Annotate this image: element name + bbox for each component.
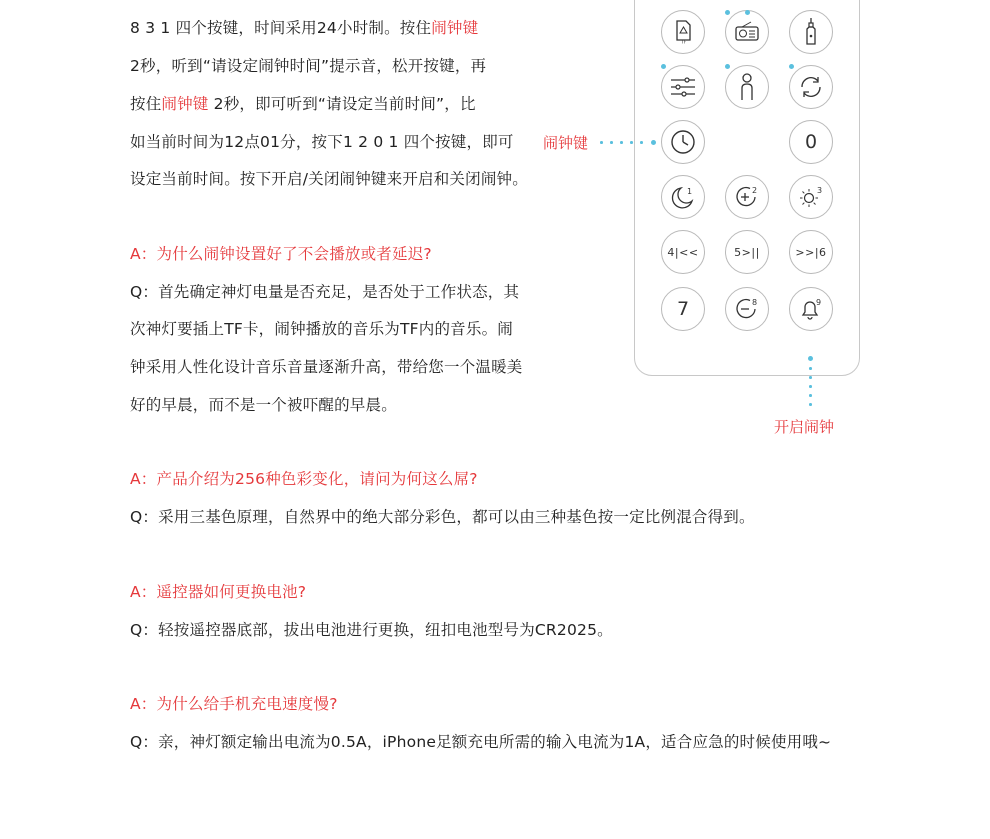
callout-alarm-key: 闹钟键 [543, 134, 589, 152]
flashlight-button [789, 10, 833, 54]
minus-circle-icon [733, 295, 761, 323]
next-track-button: >>|6 [789, 230, 833, 274]
person-button [725, 65, 769, 109]
indicator-dot [725, 64, 730, 69]
bell-icon [797, 295, 825, 323]
setup-line-4: 如当前时间为12点01分，按下1 2 0 1 四个按键，即可 [130, 133, 514, 151]
radio-icon [734, 21, 760, 43]
svg-text:8: 8 [752, 298, 758, 307]
setup-line-2: 2秒，听到“请设定闹钟时间”提示音，松开按键，再 [130, 57, 487, 75]
alarm-on-button [789, 287, 833, 331]
sun-icon [796, 183, 826, 211]
refresh-icon [798, 74, 824, 100]
faq-answer-1-line-1: Q：首先确定神灯电量是否充足，是否处于工作状态，其 [130, 283, 520, 301]
callout-alarm-on: 开启闹钟 [774, 418, 835, 436]
indicator-dot [789, 64, 794, 69]
svg-text:TF: TF [681, 40, 687, 45]
moon-icon [669, 183, 697, 211]
faq-answer-4: Q：亲，神灯额定输出电流为0.5A，iPhone足额充电所需的输入电流为1A，适合应急的时候使用哦~ [130, 733, 832, 751]
sliders-icon [669, 75, 697, 99]
tf-card-icon [672, 19, 694, 45]
brightness-down-button [725, 287, 769, 331]
indicator-dot [745, 10, 750, 15]
faq-question-1: A：为什么闹钟设置好了不会播放或者延迟? [130, 245, 432, 263]
faq-answer-3: Q：轻按遥控器底部，拔出电池进行更换，纽扣电池型号为CR2025。 [130, 621, 613, 639]
svg-text:2: 2 [752, 186, 758, 195]
faq-answer-1-line-3: 钟采用人性化设计音乐音量逐渐升高，带给您一个温暖美 [130, 358, 523, 376]
flashlight-icon [803, 17, 819, 47]
alarm-clock-button [661, 120, 705, 164]
seven-button: 7 [661, 287, 705, 331]
indicator-dot [661, 64, 666, 69]
svg-text:9: 9 [816, 298, 822, 307]
zero-button: 0 [789, 120, 833, 164]
sleep-button [661, 175, 705, 219]
cycle-button [789, 65, 833, 109]
faq-question-3: A：遥控器如何更换电池? [130, 583, 307, 601]
faq-question-2: A：产品介绍为256种色彩变化，请问为何这么屌? [130, 470, 478, 488]
setup-line-3: 按住闹钟键 2秒，即可听到“请设定当前时间”，比 [130, 95, 476, 113]
clock-icon [669, 128, 697, 156]
person-icon [739, 72, 755, 102]
faq-answer-1-line-4: 好的早晨，而不是一个被吓醒的早晨。 [130, 396, 397, 414]
radio-button [725, 10, 769, 54]
faq-answer-1-line-2: 次神灯要插上TF卡，闹钟播放的音乐为TF内的音乐。闹 [130, 320, 513, 338]
indicator-dot [725, 10, 730, 15]
alarm-key-term: 闹钟键 [161, 95, 209, 113]
tf-card-button [661, 10, 705, 54]
setup-line-5: 设定当前时间。按下开启/关闭闹钟键来开启和关闭闹钟。 [130, 170, 528, 188]
brightness-up-button [725, 175, 769, 219]
faq-question-4: A：为什么给手机充电速度慢? [130, 695, 338, 713]
light-button [789, 175, 833, 219]
faq-answer-2: Q：采用三基色原理，自然界中的绝大部分彩色，都可以由三种基色按一定比例混合得到。 [130, 508, 755, 526]
alarm-key-term: 闹钟键 [431, 19, 479, 37]
plus-circle-icon [733, 183, 761, 211]
prev-track-button: 4|<< [661, 230, 705, 274]
play-pause-button: 5>|| [725, 230, 769, 274]
settings-sliders-button [661, 65, 705, 109]
svg-text:3: 3 [817, 186, 823, 195]
setup-line-1: 8 3 1 四个按键，时间采用24小时制。按住闹钟键 [130, 19, 479, 37]
svg-text:1: 1 [687, 187, 693, 196]
